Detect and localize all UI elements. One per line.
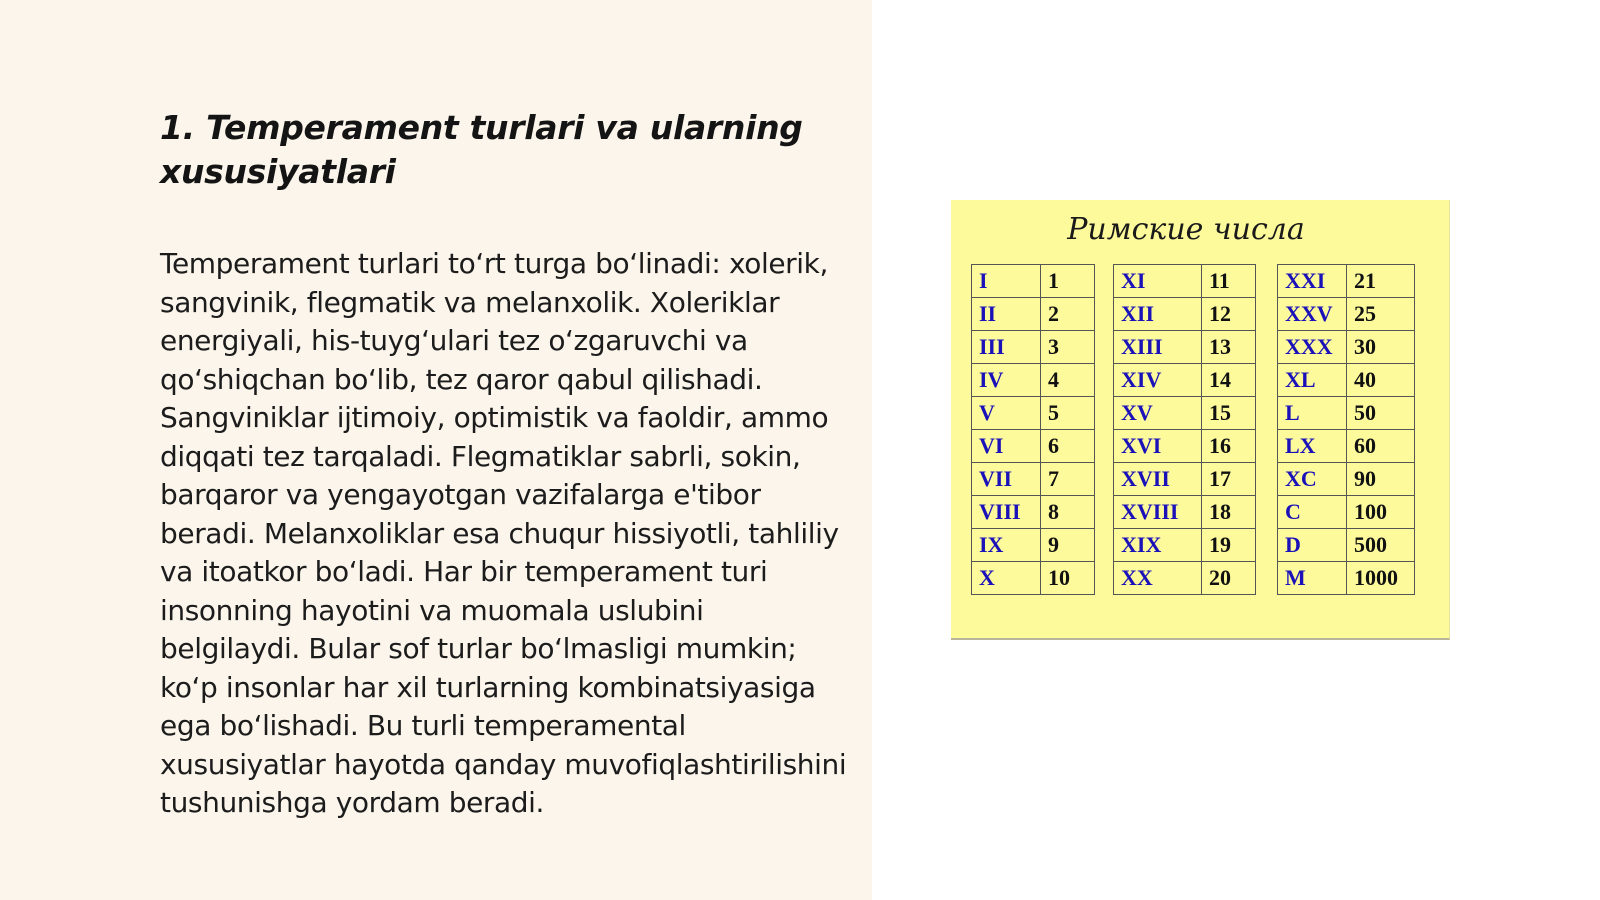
table-row	[1278, 562, 1415, 595]
table-row	[1114, 562, 1256, 595]
table-row	[972, 529, 1095, 562]
roman-cell: C	[1278, 496, 1347, 529]
roman-cell: XXV	[1278, 298, 1347, 331]
roman-cell: XIX	[1114, 529, 1202, 562]
table-row	[1114, 265, 1256, 298]
table-row	[1114, 298, 1256, 331]
table-row	[1278, 430, 1415, 463]
arabic-cell: 9	[1041, 529, 1095, 562]
arabic-cell: 6	[1041, 430, 1095, 463]
slide-title: 1. Temperament turlari va ularning xususiyatlari	[160, 108, 803, 191]
roman-cell: II	[972, 298, 1041, 331]
arabic-cell: 40	[1347, 364, 1415, 397]
roman-cell: XXX	[1278, 331, 1347, 364]
arabic-cell: 2	[1041, 298, 1095, 331]
arabic-cell: 25	[1347, 298, 1415, 331]
roman-cell: XII	[1114, 298, 1202, 331]
roman-cell: IX	[972, 529, 1041, 562]
roman-cell: XI	[1114, 265, 1202, 298]
roman-cell: VII	[972, 463, 1041, 496]
roman-cell: LX	[1278, 430, 1347, 463]
roman-cell: IV	[972, 364, 1041, 397]
figure-title: Римские числа	[1067, 212, 1305, 247]
roman-cell: III	[972, 331, 1041, 364]
table-row	[972, 397, 1095, 430]
roman-cell: I	[972, 265, 1041, 298]
table-row	[1114, 331, 1256, 364]
arabic-cell: 30	[1347, 331, 1415, 364]
roman-cell: XV	[1114, 397, 1202, 430]
roman-cell: X	[972, 562, 1041, 595]
table-row	[1114, 529, 1256, 562]
arabic-cell: 1	[1041, 265, 1095, 298]
arabic-cell: 60	[1347, 430, 1415, 463]
roman-cell: XIII	[1114, 331, 1202, 364]
table-row	[972, 265, 1095, 298]
roman-table-3	[1277, 264, 1415, 595]
table-row	[1114, 463, 1256, 496]
roman-cell: V	[972, 397, 1041, 430]
roman-cell: XXI	[1278, 265, 1347, 298]
arabic-cell: 50	[1347, 397, 1415, 430]
arabic-cell: 15	[1202, 397, 1256, 430]
arabic-cell: 19	[1202, 529, 1256, 562]
arabic-cell: 8	[1041, 496, 1095, 529]
roman-cell: XIV	[1114, 364, 1202, 397]
table-row	[1278, 529, 1415, 562]
table-row	[1114, 364, 1256, 397]
arabic-cell: 21	[1347, 265, 1415, 298]
table-row	[972, 331, 1095, 364]
table-row	[1278, 463, 1415, 496]
arabic-cell: 12	[1202, 298, 1256, 331]
table-row	[1278, 496, 1415, 529]
arabic-cell: 4	[1041, 364, 1095, 397]
arabic-cell: 13	[1202, 331, 1256, 364]
arabic-cell: 14	[1202, 364, 1256, 397]
arabic-cell: 500	[1347, 529, 1415, 562]
roman-cell: XC	[1278, 463, 1347, 496]
roman-cell: VIII	[972, 496, 1041, 529]
table-row	[972, 430, 1095, 463]
arabic-cell: 11	[1202, 265, 1256, 298]
table-row	[1278, 331, 1415, 364]
arabic-cell: 17	[1202, 463, 1256, 496]
arabic-cell: 20	[1202, 562, 1256, 595]
arabic-cell: 1000	[1347, 562, 1415, 595]
roman-table-1	[971, 264, 1095, 595]
table-row	[972, 364, 1095, 397]
roman-cell: M	[1278, 562, 1347, 595]
table-row	[972, 298, 1095, 331]
roman-table-2	[1113, 264, 1256, 595]
roman-cell: L	[1278, 397, 1347, 430]
roman-cell: XX	[1114, 562, 1202, 595]
roman-cell: D	[1278, 529, 1347, 562]
table-row	[972, 463, 1095, 496]
table-row	[1278, 397, 1415, 430]
table-row	[972, 496, 1095, 529]
table-row	[1114, 397, 1256, 430]
table-row	[1278, 364, 1415, 397]
roman-cell: XL	[1278, 364, 1347, 397]
table-row	[972, 562, 1095, 595]
roman-cell: VI	[972, 430, 1041, 463]
roman-cell: XVII	[1114, 463, 1202, 496]
roman-cell: XVI	[1114, 430, 1202, 463]
roman-numerals-figure	[951, 200, 1450, 640]
slide-body-text: Temperament turlari to‘rt turga bo‘linadi: xolerik, sangvinik, flegmatik va melanxolik. Xoleriklar energiyali, his-tuyg‘ulari tez o‘zgaruvchi va qo‘shiqchan bo‘lib, tez qaror qabul qilishadi. Sangviniklar ijtimoiy, optimistik va faoldir, ammo diqqati tez tarqaladi. Flegmatiklar sabrli, sokin, barqaror va yengayotgan vazifalarga e'tibor beradi. Melanxoliklar esa chuqur hissiyotli, tahliliy va itoatkor bo‘ladi. Har bir temperament turi insonning hayotini va muomala uslubini belgilaydi. Bular sof turlar bo‘lmasligi mumkin; ko‘p insonlar har xil turlarning kombinatsiyasiga ega bo‘lishadi. Bu turli temperamental xususiyatlar hayotda qanday muvofiqlashtirilishini tushunishga yordam beradi.	[160, 247, 847, 819]
roman-cell: XVIII	[1114, 496, 1202, 529]
table-row	[1114, 430, 1256, 463]
arabic-cell: 5	[1041, 397, 1095, 430]
arabic-cell: 100	[1347, 496, 1415, 529]
table-row	[1114, 496, 1256, 529]
arabic-cell: 18	[1202, 496, 1256, 529]
arabic-cell: 3	[1041, 331, 1095, 364]
arabic-cell: 16	[1202, 430, 1256, 463]
arabic-cell: 7	[1041, 463, 1095, 496]
table-row	[1278, 265, 1415, 298]
table-row	[1278, 298, 1415, 331]
arabic-cell: 90	[1347, 463, 1415, 496]
arabic-cell: 10	[1041, 562, 1095, 595]
